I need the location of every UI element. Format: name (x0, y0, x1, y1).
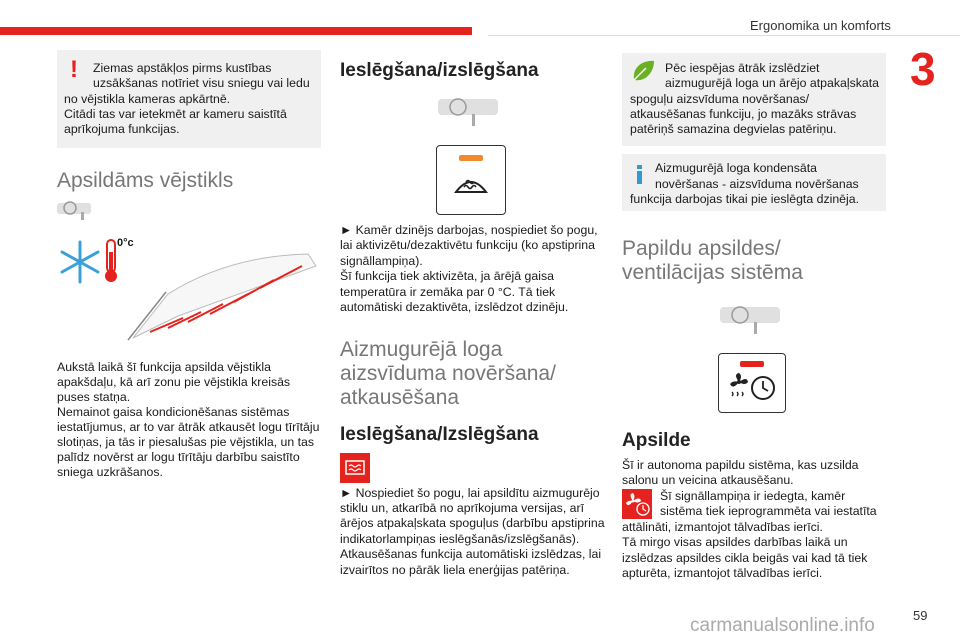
col3-para-line-1: Šī ir autonoma papildu sistēma, kas uzsilda (622, 458, 859, 472)
front-defrost-icon (453, 172, 489, 200)
heating-indicator-icon (622, 489, 652, 519)
col2-para2-line-3: ārējos atpakaļskata spoguļus (darbību apstiprina (340, 516, 605, 530)
eco-tip-line-4: atkausēšanas funkciju, jo mazāks strāvas (630, 107, 857, 121)
col3-para-line-8: apturēta, izmantojot tālvadības ierīci. (622, 566, 823, 580)
col1-paragraph-line-5: iestatījumus, ar to var ātrāk atkausēt logu tīrītāju (57, 420, 320, 434)
col1-paragraph-line-6: slotiņas, ja tās ir piesalušas pie vējstikla, un tas (57, 435, 314, 449)
heated-windscreen-illustration (58, 236, 322, 342)
col2-para2-line-6: izvairītos no pārāk liela enerģijas patēriņa. (340, 563, 570, 577)
col2-para2-line-1: ► Nospiediet šo pogu, lai apsildītu aizmugurējo (340, 486, 600, 500)
steering-column-icon (436, 95, 502, 129)
heading-additional-heating-line-2: ventilācijas sistēma (622, 261, 803, 284)
col2-para1-line-6: automātiski dezaktivēta, izslēdzot dzinēju. (340, 300, 569, 314)
warning-line-4: Citādi tas var ietekmēt ar kameru saistītā (64, 107, 287, 121)
col3-para-line-6: Tā mirgo visas apsildes darbības laikā un (622, 535, 848, 549)
heading-rear-demist-line-1: Aizmugurējā loga (340, 338, 503, 361)
heading-additional-heating-line-1: Papildu apsildes/ (622, 237, 781, 260)
col1-paragraph-line-2: apakšdaļu, kā arī zonu pie vējstikla kreisās (57, 375, 291, 389)
header-rule (488, 35, 960, 36)
warning-exclamation-icon: ! (70, 56, 78, 83)
warning-line-5: aprīkojuma funkcijas. (64, 122, 180, 136)
info-line-1: Aizmugurējā loga kondensāta (655, 161, 818, 175)
col1-paragraph-line-1: Aukstā laikā šī funkcija apsilda vējstikla (57, 360, 271, 374)
heading-rear-demist-line-2: aizsvīduma novēršana/ (340, 362, 556, 385)
thermometer-icon (105, 240, 117, 282)
heading-heating: Apsilde (622, 430, 691, 451)
col1-paragraph-line-4: Nemainot gaisa kondicionēšanas sistēmas (57, 405, 290, 419)
col1-paragraph-line-8: sniega uzkrāšanos. (57, 465, 163, 479)
col1-paragraph-line-3: puses statņa. (57, 390, 131, 404)
warning-line-2: uzsākšanas notīriet visu sniegu vai ledu (93, 76, 310, 90)
col2-para2-line-5: Atkausēšanas funkcija automātiski izslēdzas, lai (340, 547, 602, 561)
snowflake-icon (62, 242, 98, 282)
heading-rear-demist-line-3: atkausēšana (340, 386, 460, 409)
section-heading-heated-windscreen: Apsildāms vējstikls (57, 169, 234, 192)
eco-tip-line-5: patēriņš samazina degvielas patēriņu. (630, 122, 837, 136)
steering-column-icon (718, 303, 784, 337)
eco-leaf-icon (630, 58, 656, 84)
heading-on-off-2: Ieslēgšana/Izslēgšana (340, 424, 539, 445)
rear-demist-button-icon (340, 453, 370, 483)
col2-para1-line-2: lai aktivizētu/dezaktivētu funkciju (ko apstiprina (340, 238, 595, 252)
col3-para-line-3: Šī signāllampiņa ir iedegta, kamēr (660, 489, 846, 503)
additional-heating-button[interactable] (718, 353, 786, 413)
col2-para1-line-5: temperatūra ir zemāka par 0 °C. Tā tiek (340, 285, 556, 299)
eco-tip-line-2: aizmugurējā loga un ārējo atpakaļskata (665, 76, 879, 90)
warning-line-1: Ziemas apstākļos pirms kustības (93, 61, 272, 75)
heater-timer-icon (727, 370, 779, 404)
chapter-number: 3 (910, 43, 936, 95)
col2-para2-line-4: indikatorlampiņas ieslēgšanās/izslēgšanās). (340, 532, 580, 546)
indicator-lamp (459, 155, 483, 161)
temperature-label: 0°c (117, 237, 134, 249)
col2-para1-line-3: signāllampiņa). (340, 254, 423, 268)
indicator-lamp (740, 361, 764, 367)
col3-para-line-5: attālināti, izmantojot tālvadības ierīci. (622, 520, 823, 534)
page-number: 59 (913, 608, 928, 623)
col3-para-line-2: salonu un veicina atkausēšanu. (622, 473, 794, 487)
heading-on-off-1: Ieslēgšana/izslēgšana (340, 60, 539, 81)
page-header-title: Ergonomika un komforts (750, 18, 891, 33)
eco-tip-line-3: spoguļu aizsvīduma novēršanas/ (630, 92, 810, 106)
info-line-3: funkcija darbojas tikai pie ieslēgta dzinēja. (630, 192, 859, 206)
heated-windscreen-button[interactable] (436, 145, 506, 215)
eco-tip-line-1: Pēc iespējas ātrāk izslēdziet (665, 61, 820, 75)
rear-defrost-icon (340, 453, 370, 483)
header-accent-bar (0, 27, 472, 35)
col3-para-line-7: izslēdzas apsildes cikla beigās vai kad tā tiek (622, 551, 868, 565)
warning-line-3: no vējstikla kameras apkārtnē. (64, 92, 231, 106)
col1-paragraph-line-7: palīdz novērst ar logu tīrītāju darbību saistīto (57, 450, 300, 464)
col2-para1-line-4: Šī funkcija tiek aktivizēta, ja ārējā gaisa (340, 269, 554, 283)
steering-column-icon (55, 198, 95, 224)
info-icon (637, 165, 642, 184)
col2-para2-line-2: stiklu un, atkarībā no aprīkojuma versijas, arī (340, 501, 584, 515)
col2-para1-line-1: ► Kamēr dzinējs darbojas, nospiediet šo pogu, (340, 223, 598, 237)
watermark: carmanualsonline.info (690, 615, 875, 636)
info-line-2: novēršanas - aizsvīduma novēršanas (655, 177, 859, 191)
heater-fan-icon (622, 489, 652, 519)
fan-icon (730, 373, 748, 387)
col3-para-line-4: sistēma tiek ieprogrammēta vai iestatīta (660, 504, 877, 518)
